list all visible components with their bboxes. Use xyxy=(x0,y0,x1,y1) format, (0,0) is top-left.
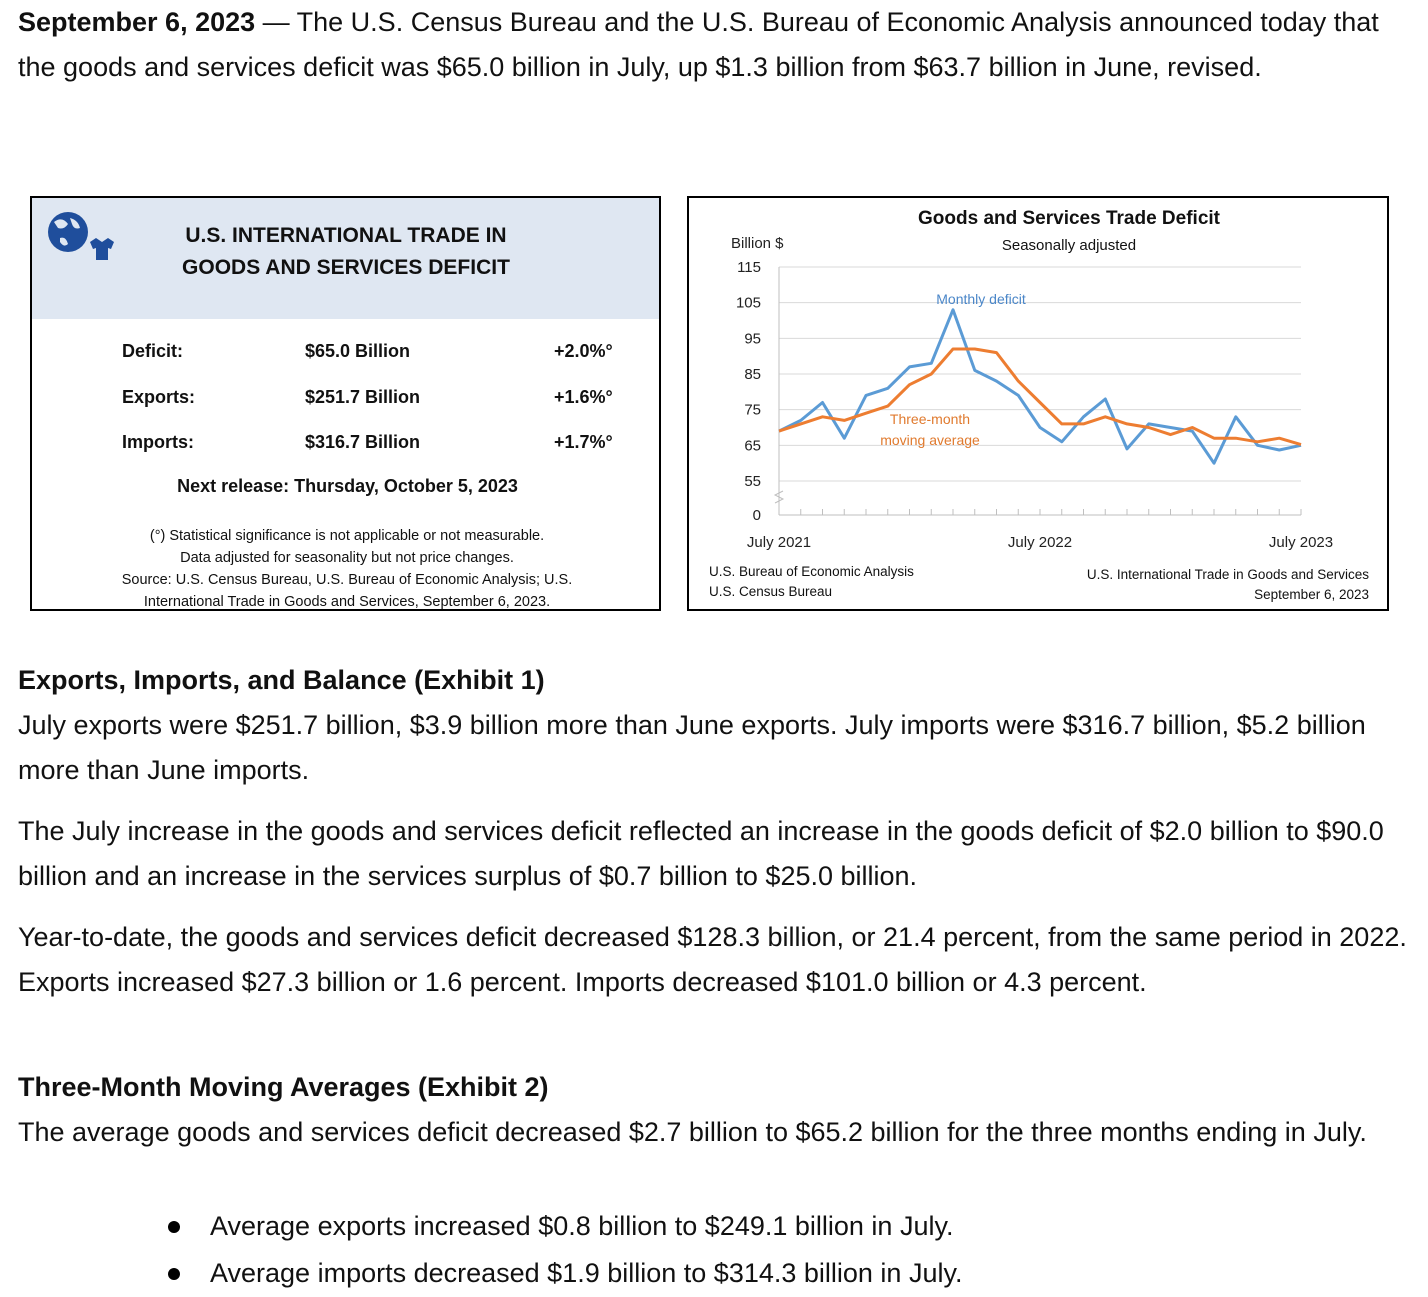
series-line-moving-average xyxy=(779,349,1301,445)
chart-footer-right xyxy=(1029,565,1369,605)
next-release: Next release: Thursday, October 5, 2023 xyxy=(177,476,518,496)
summary-notes xyxy=(72,525,622,613)
y-axis-label: Billion $ xyxy=(731,235,784,252)
exports-change: +1.6%° xyxy=(554,387,613,407)
axis-break xyxy=(775,491,783,503)
x-tick-label: July 2022 xyxy=(1007,534,1073,551)
x-tick-label: July 2021 xyxy=(746,534,812,551)
y-tick-label: 95 xyxy=(744,330,761,348)
y-tick-label: 105 xyxy=(735,294,761,312)
deficit-chart xyxy=(689,198,1391,613)
exports-label: Exports: xyxy=(122,387,196,407)
y-tick-label: 0 xyxy=(752,507,761,524)
annotation-moving-average: moving average xyxy=(880,432,980,448)
exhibit2-heading: Three-Month Moving Averages (Exhibit 2) xyxy=(18,1072,549,1102)
chart-subtitle: Seasonally adjusted xyxy=(1001,237,1137,254)
footer-right-line: September 6, 2023 xyxy=(1254,587,1369,602)
bullet-text: Average imports decreased $1.9 billion to $314.3 billion in July. xyxy=(210,1258,963,1288)
intro-paragraph xyxy=(18,0,1413,90)
y-tick-label: 115 xyxy=(737,259,761,276)
note-line: International Trade in Goods and Services, September 6, 2023. xyxy=(143,594,551,610)
chart-footer-left xyxy=(709,562,914,602)
summary-header xyxy=(32,198,659,319)
summary-title-line1: U.S. INTERNATIONAL TRADE IN xyxy=(185,224,507,247)
exhibit2-paragraph: The average goods and services deficit decreased $2.7 billion to $65.2 billion for the three months ending in July. xyxy=(18,1117,1367,1147)
deficit-change: +2.0%° xyxy=(554,341,613,361)
exhibit2-bullets xyxy=(160,1203,1260,1297)
imports-value: $316.7 Billion xyxy=(305,432,421,452)
globe-shirt-icon xyxy=(40,204,120,264)
annotation-monthly-deficit: Monthly deficit xyxy=(936,291,1026,307)
footer-right-line: U.S. International Trade in Goods and Services xyxy=(1086,567,1369,582)
intro-text: — The U.S. Census Bureau and the U.S. Bureau of Economic Analysis announced today that the goods and services deficit was $65.0 billion in July, up $1.3 billion from $63.7 billion in June, revised. xyxy=(18,7,1379,82)
footer-left-line: U.S. Census Bureau xyxy=(709,584,833,599)
bullet-icon xyxy=(168,1268,180,1280)
exhibit1-paragraph-3: Year-to-date, the goods and services deficit decreased $128.3 billion, or 21.4 percent, from the same period in 2022. Exports increased $27.3 billion or 1.6 percent. Imports decreased $101.0 billion or 4.3 percent. xyxy=(18,922,1407,997)
summary-title-line2: GOODS AND SERVICES DEFICIT xyxy=(182,256,510,279)
bullet-text: Average exports increased $0.8 billion to $249.1 billion in July. xyxy=(210,1211,954,1241)
chart-title: Goods and Services Trade Deficit xyxy=(918,208,1220,229)
list-item xyxy=(160,1250,1260,1297)
annotation-moving-average: Three-month xyxy=(889,411,971,427)
exports-value: $251.7 Billion xyxy=(305,387,421,407)
bullet-icon xyxy=(168,1221,180,1233)
release-date: September 6, 2023 xyxy=(18,7,256,37)
y-tick-label: 65 xyxy=(744,437,761,455)
trade-summary-box xyxy=(30,196,661,611)
exhibit1-heading: Exports, Imports, and Balance (Exhibit 1) xyxy=(18,665,545,695)
y-tick-label: 75 xyxy=(744,401,761,419)
footer-left-line: U.S. Bureau of Economic Analysis xyxy=(709,564,914,579)
deficit-value: $65.0 Billion xyxy=(305,341,411,361)
deficit-chart-box xyxy=(687,196,1389,611)
deficit-label: Deficit: xyxy=(122,341,184,361)
note-line: (°) Statistical significance is not applicable or not measurable. xyxy=(149,528,545,544)
list-item xyxy=(160,1203,1260,1250)
note-line: Source: U.S. Census Bureau, U.S. Bureau of Economic Analysis; U.S. xyxy=(121,572,573,588)
imports-change: +1.7%° xyxy=(554,432,613,452)
exhibit1-paragraph-2: The July increase in the goods and services deficit reflected an increase in the goods deficit of $2.0 billion to $90.0 billion and an increase in the services surplus of $0.7 billion to $25.0 billion. xyxy=(18,816,1384,891)
y-tick-label: 55 xyxy=(744,473,761,490)
summary-title xyxy=(176,220,516,284)
x-tick-label: July 2023 xyxy=(1268,534,1334,551)
y-tick-label: 85 xyxy=(744,366,761,383)
series-line-monthly-deficit xyxy=(779,310,1301,463)
note-line: Data adjusted for seasonality but not price changes. xyxy=(180,550,514,566)
exhibit1-paragraph-1: July exports were $251.7 billion, $3.9 billion more than June exports. July imports were $316.7 billion, $5.2 billion more than June imports. xyxy=(18,710,1366,785)
imports-label: Imports: xyxy=(122,432,194,452)
